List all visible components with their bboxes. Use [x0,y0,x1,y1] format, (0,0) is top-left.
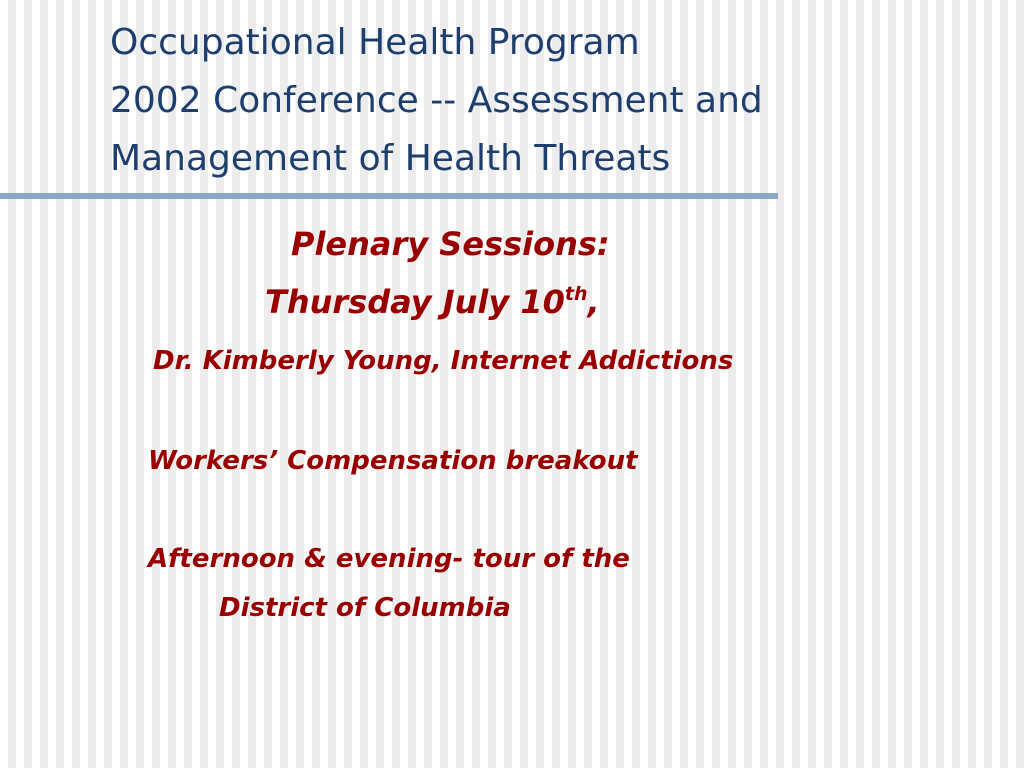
tour-item-line-2: District of Columbia [219,593,511,623]
session-date [265,281,600,323]
title-divider [0,193,778,199]
title-line-2: 2002 Conference -- Assessment and [110,80,763,121]
tour-item-line-1: Afternoon & evening- tour of the [148,544,630,574]
session-date-main: Thursday July 10 [265,283,565,321]
title-line-3: Management of Health Threats [110,138,671,179]
breakout-item: Workers’ Compensation breakout [148,446,638,476]
speaker-item: Dr. Kimberly Young, Internet Addictions [153,346,734,376]
title-line-1: Occupational Health Program [110,22,640,63]
session-date-comma: , [587,283,600,321]
slide-title [110,14,763,188]
session-date-suffix: th [564,283,588,305]
plenary-sessions-heading: Plenary Sessions: [291,225,610,263]
